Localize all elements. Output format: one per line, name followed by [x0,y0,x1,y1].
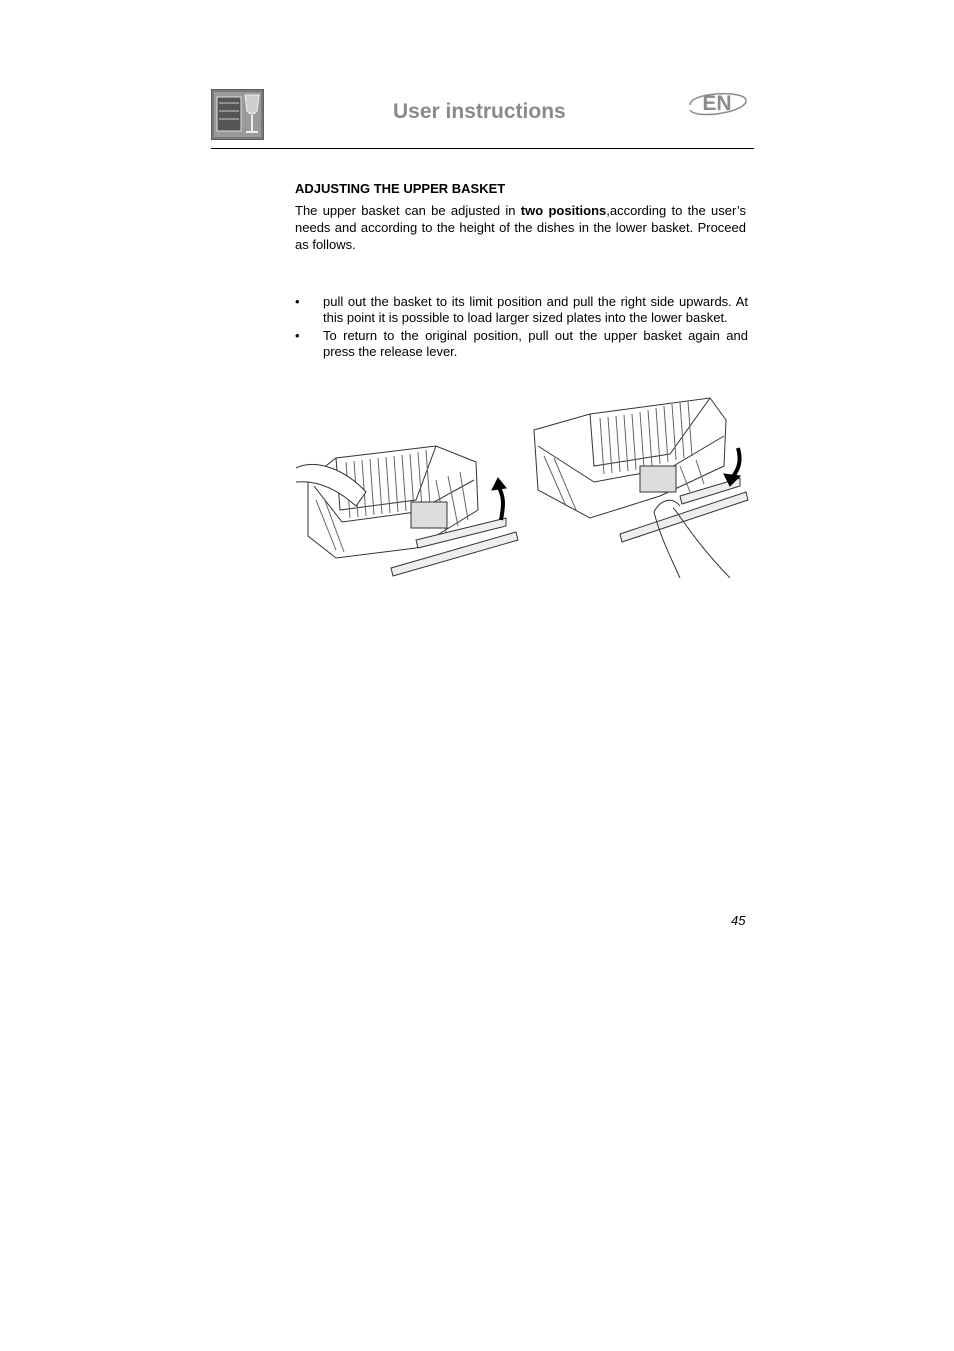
basket-raise-illustration [296,440,521,580]
list-item [295,328,748,360]
page-number: 45 [731,913,746,928]
instruction-list [295,294,748,362]
language-badge: EN [702,92,732,115]
bullet-icon: • [295,328,300,343]
bullet-icon: • [295,294,300,309]
list-item [295,294,748,326]
intro-text-start: The upper basket can be adjusted in [295,203,521,218]
intro-text-end: ,according to the user’s needs and according to the height of the dishes in the lower basket. Proceed as follows. [295,203,746,252]
list-item-text: To return to the original position, pull out the upper basket again and press the release lever. [323,328,748,359]
page-title: User instructions [393,100,566,123]
intro-text-bold: two positions [520,203,607,218]
list-item-text: pull out the basket to its limit position and pull the right side upwards. At this point it is possible to load larger sized plates into the lower basket. [323,294,748,325]
section-heading: ADJUSTING THE UPPER BASKET [295,181,506,196]
basket-lower-illustration [530,396,750,578]
dishwasher-logo-icon [211,89,264,140]
intro-paragraph [295,202,746,253]
header-divider [211,148,754,149]
